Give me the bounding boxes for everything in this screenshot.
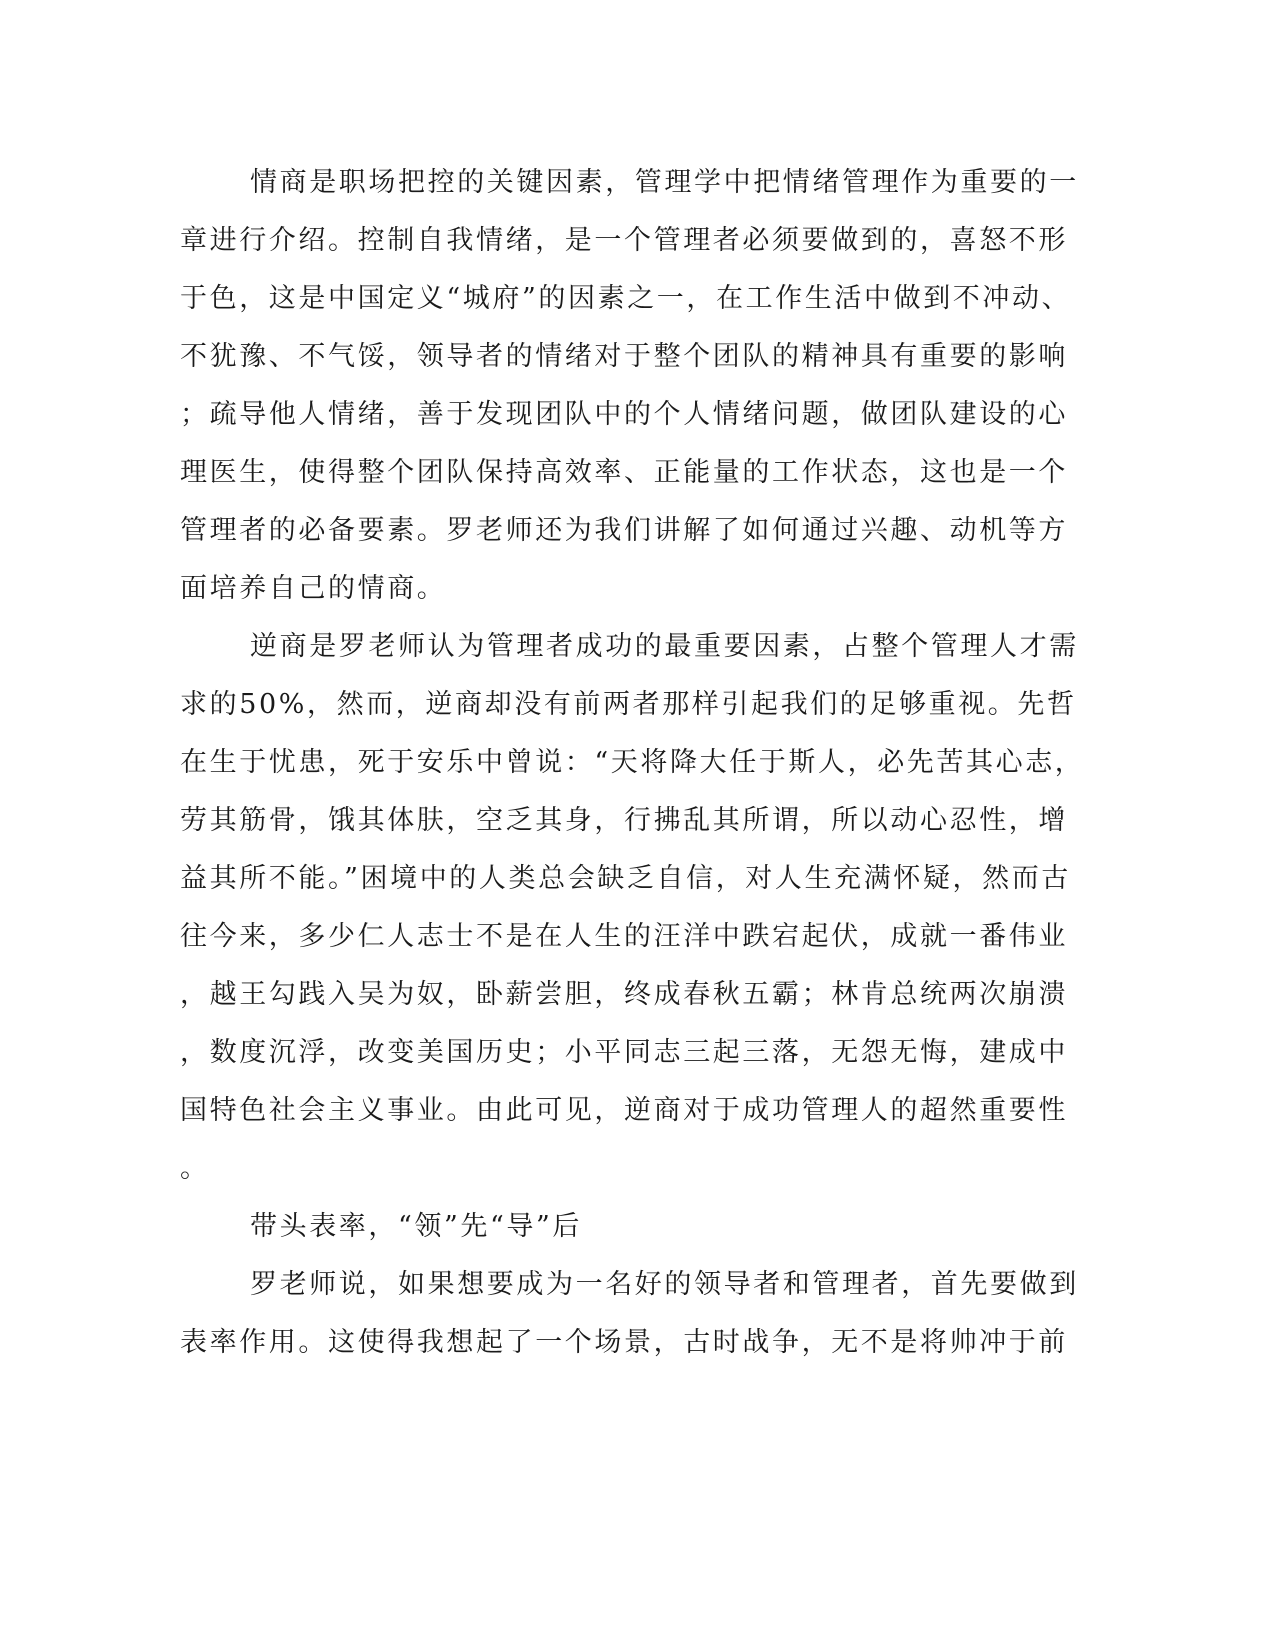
paragraph-1-line-2: 章进行介绍。控制自我情绪，是一个管理者必须要做到的，喜怒不形	[180, 225, 1068, 256]
paragraph-1-line-7: 管理者的必备要素。罗老师还为我们讲解了如何通过兴趣、动机等方	[180, 515, 1068, 546]
paragraph-1-line-4: 不犹豫、不气馁，领导者的情绪对于整个团队的精神具有重要的影响	[180, 341, 1068, 372]
paragraph-1-line-8: 面培养自己的情商。	[180, 573, 447, 604]
paragraph-2-line-6: 往今来，多少仁人志士不是在人生的汪洋中跌宕起伏，成就一番伟业	[180, 921, 1068, 952]
paragraph-2-line-3: 在生于忧患，死于安乐中曾说：“天将降大任于斯人，必先苦其心志，	[180, 747, 1085, 778]
paragraph-2-line-2: 求的50%，然而，逆商却没有前两者那样引起我们的足够重视。先哲	[180, 689, 1077, 720]
paragraph-1-line-3: 于色，这是中国定义“城府”的因素之一，在工作生活中做到不冲动、	[180, 283, 1072, 314]
paragraph-3-line-1: 罗老师说，如果想要成为一名好的领导者和管理者，首先要做到	[250, 1269, 1079, 1300]
paragraph-2-line-5: 益其所不能。”困境中的人类总会缺乏自信，对人生充满怀疑，然而古	[180, 863, 1071, 894]
paragraph-1-line-5: ；疏导他人情绪，善于发现团队中的个人情绪问题，做团队建设的心	[180, 399, 1068, 430]
paragraph-2-line-9: 国特色社会主义事业。由此可见，逆商对于成功管理人的超然重要性	[180, 1095, 1068, 1126]
paragraph-2-line-4: 劳其筋骨，饿其体肤，空乏其身，行拂乱其所谓，所以动心忍性，增	[180, 805, 1068, 836]
paragraph-2-line-7: ，越王勾践入吴为奴，卧薪尝胆，终成春秋五霸；林肯总统两次崩溃	[180, 979, 1068, 1010]
paragraph-1-line-1: 情商是职场把控的关键因素，管理学中把情绪管理作为重要的一	[250, 167, 1079, 198]
section-heading: 带头表率，“领”先“导”后	[250, 1211, 583, 1242]
paragraph-2-line-1: 逆商是罗老师认为管理者成功的最重要因素，占整个管理人才需	[250, 631, 1079, 662]
paragraph-1-line-6: 理医生，使得整个团队保持高效率、正能量的工作状态，这也是一个	[180, 457, 1068, 488]
paragraph-2-line-10: 。	[180, 1153, 210, 1184]
paragraph-2-line-8: ，数度沉浮，改变美国历史；小平同志三起三落，无怨无悔，建成中	[180, 1037, 1068, 1068]
paragraph-3-line-2: 表率作用。这使得我想起了一个场景，古时战争，无不是将帅冲于前	[180, 1327, 1068, 1358]
